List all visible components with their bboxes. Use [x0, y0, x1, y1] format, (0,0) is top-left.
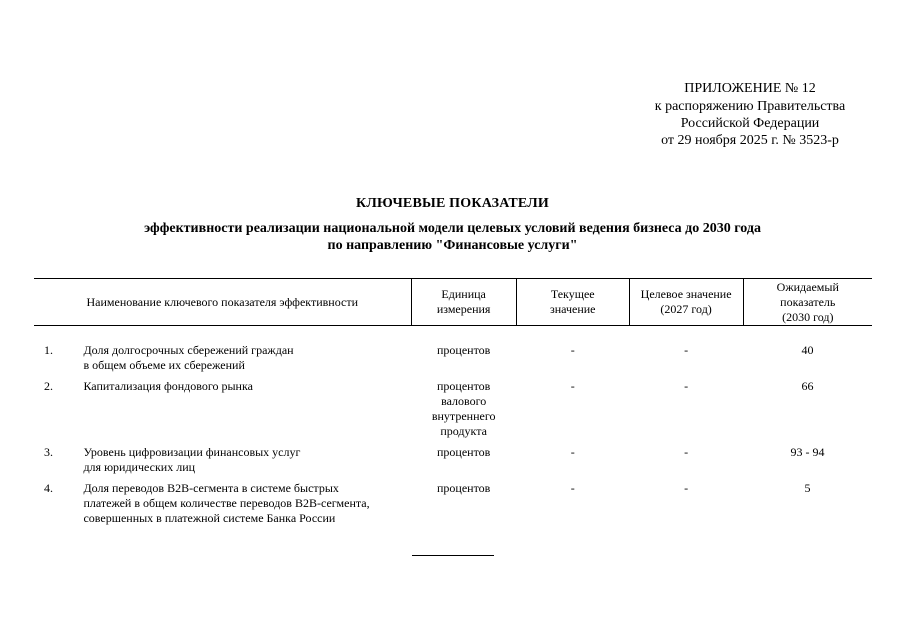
header-unit — [411, 279, 516, 326]
table-row — [34, 481, 872, 532]
header-expected-line: (2030 год) — [782, 309, 834, 324]
row-expected: 66 — [801, 379, 814, 393]
row-name — [83, 326, 411, 380]
row-number: 3. — [44, 445, 53, 459]
appendix-line-3: от 29 ноября 2025 г. № 3523-р — [661, 133, 839, 148]
row-target: - — [684, 379, 689, 393]
document-title: КЛЮЧЕВЫЕ ПОКАЗАТЕЛИ — [356, 196, 549, 211]
table-row — [34, 445, 872, 481]
row-unit-line: валового — [441, 394, 487, 408]
row-name-line: платежей в общем количестве переводов B2B-сегмента, — [83, 496, 370, 510]
row-name-line: Уровень цифровизации финансовых услуг — [83, 445, 301, 459]
row-current: - — [570, 481, 575, 495]
header-expected-line: Ожидаемый — [776, 279, 839, 294]
row-unit — [411, 445, 516, 481]
header-current — [516, 279, 629, 326]
row-number: 2. — [44, 379, 53, 393]
row-name — [83, 445, 411, 481]
row-target: - — [684, 445, 689, 459]
subtitle-line-2: по направлению "Финансовые услуги" — [327, 238, 578, 253]
row-unit-line: процентов — [436, 343, 491, 357]
header-expected-line: показатель — [780, 294, 836, 309]
subtitle-line-1: эффективности реализации национальной модели целевых условий ведения бизнеса до 2030 года — [144, 221, 761, 236]
row-unit — [411, 326, 516, 380]
row-name-line: в общем объеме их сбережений — [83, 358, 245, 372]
header-name: Наименование ключевого показателя эффективности — [34, 279, 411, 326]
appendix-header — [600, 80, 900, 149]
row-name-line: Капитализация фондового рынка — [83, 379, 253, 393]
header-target-line: Целевое значение — [640, 287, 732, 301]
table-row — [34, 379, 872, 445]
document-subtitle — [0, 220, 905, 254]
row-number: 4. — [44, 481, 53, 495]
header-current-line: Текущее — [550, 287, 595, 301]
header-current-line: значение — [549, 302, 596, 316]
row-unit-line: процентов — [436, 481, 491, 495]
row-expected: 40 — [801, 343, 814, 357]
row-name-line: Доля долгосрочных сбережений граждан — [83, 343, 294, 357]
kpi-table — [34, 278, 872, 532]
row-unit-line: процентов — [436, 379, 491, 393]
row-unit-line: внутреннего — [431, 409, 496, 423]
row-current: - — [570, 343, 575, 357]
row-name-line: совершенных в платежной системе Банка России — [83, 511, 336, 525]
row-name — [83, 379, 411, 445]
kpi-table-header — [34, 279, 872, 326]
row-unit — [411, 379, 516, 445]
row-current: - — [570, 379, 575, 393]
header-expected — [743, 279, 872, 326]
row-name-line: Доля переводов B2B-сегмента в системе быстрых — [83, 481, 339, 495]
row-expected: 93 - 94 — [790, 445, 825, 459]
row-name-line: для юридических лиц — [83, 460, 196, 474]
header-target — [629, 279, 743, 326]
row-target: - — [684, 481, 689, 495]
appendix-line-1: к распоряжению Правительства — [654, 99, 846, 114]
appendix-title: ПРИЛОЖЕНИЕ № 12 — [684, 81, 816, 96]
header-target-line: (2027 год) — [660, 302, 712, 316]
row-number: 1. — [44, 343, 53, 357]
row-unit — [411, 481, 516, 532]
appendix-line-2: Российской Федерации — [680, 116, 820, 131]
row-current: - — [570, 445, 575, 459]
header-unit-line: Единица — [441, 287, 486, 301]
row-expected: 5 — [804, 481, 811, 495]
row-unit-line: продукта — [440, 424, 487, 438]
header-unit-line: измерения — [436, 302, 491, 316]
kpi-table-body — [34, 326, 872, 533]
row-name — [83, 481, 411, 532]
end-divider — [412, 555, 494, 556]
row-unit-line: процентов — [436, 445, 491, 459]
table-row — [34, 326, 872, 380]
row-target: - — [684, 343, 689, 357]
